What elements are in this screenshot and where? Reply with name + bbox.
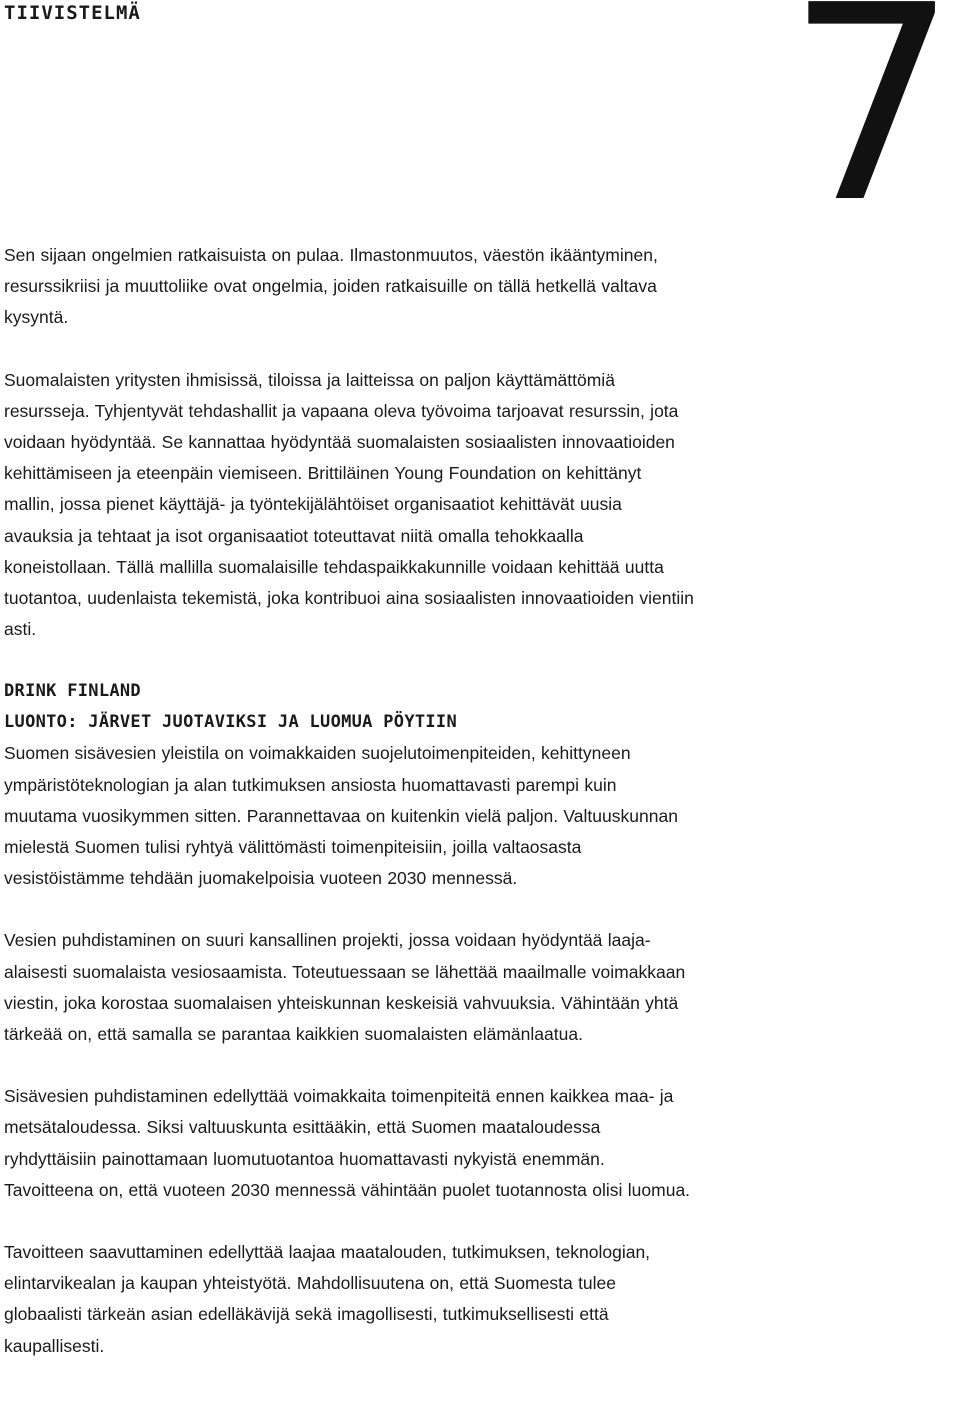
section-title: DRINK FINLAND (4, 681, 141, 702)
section-subtitle: LUONTO: JÄRVET JUOTAVIKSI JA LUOMUA PÖYTIIN (4, 712, 457, 733)
section-paragraph: Vesien puhdistaminen on suuri kansallinen projekti, jossa voidaan hyödyntää laaja-alaisesti suomalaista vesiosaamista. Toteutuessaan se lähettää maailmalle voimakkaan viestin, joka korostaa suomalaisen yhteiskunnan keskeisiä vahvuuksia. Vähintään yhtä tärkeää on, että samalla se parantaa kaikkien suomalaisten elämänlaatua. (4, 930, 686, 1045)
page-number: 7 (786, 0, 952, 262)
intro-paragraph: Suomalaisten yritysten ihmisissä, tiloissa ja laitteissa on paljon käyttämättömiä resursseja. Tyhjentyvät tehdashallit ja vapaana oleva työvoima tarjoavat resurssin, jota voidaan hyödyntää. Se kannattaa hyödyntää suomalaisten sosiaalisten innovaatioiden kehittämiseen ja eteenpäin viemiseen. Brittiläinen Young Foundation on kehittänyt mallin, jossa pienet käyttäjä- ja työntekijälähtöiset organisaatiot kehittävät uusia avauksia ja tehtaat ja isot organisaatiot toteuttavat niitä omalla tehokkaalla koneistollaan. Tällä mallilla suomalaisille tehdaspaikkakunnille voidaan kehittää uutta tuotantoa, uudenlaista tekemistä, joka kontribuoi aina sosiaalisten innovaatioiden vientiin asti. (4, 369, 694, 640)
section-paragraph: Tavoitteen saavuttaminen edellyttää laajaa maatalouden, tutkimuksen, teknologian, elintarvikealan ja kaupan yhteistyötä. Mahdollisuutena on, että Suomesta tulee globaalisti tärkeän asian edelläkävijä sekä imagollisesti, tutkimuksellisesti että kaupallisesti. (4, 1242, 651, 1356)
section-paragraph: Sisävesien puhdistaminen edellyttää voimakkaita toimenpiteitä ennen kaikkea maa- ja metsätaloudessa. Siksi valtuuskunta esittääkin, että Suomen maataloudessa ryhdyttäisiin painottamaan luomutuotantoa huomattavasti nykyistä enemmän. Tavoitteena on, että vuoteen 2030 mennessä vähintään puolet tuotannosta olisi luomua. (4, 1086, 691, 1200)
section-paragraph: Suomen sisävesien yleistila on voimakkaiden suojelutoimenpiteiden, kehittyneen ympäristöteknologian ja alan tutkimuksen ansiosta huomattavasti parempi kuin muutama vuosikymmen sitten. Parannettavaa on kuitenkin vielä paljon. Valtuuskunnan mielestä Suomen tulisi ryhtyä välittömästi toimenpiteisiin, joilla valtaosasta vesistöistämme tehdään juomakelpoisia vuoteen 2030 mennessä. (4, 743, 678, 889)
section-header-label: TIIVISTELMÄ (4, 2, 141, 24)
intro-paragraph: Sen sijaan ongelmien ratkaisuista on pulaa. Ilmastonmuutos, väestön ikääntyminen, resurssikriisi ja muuttoliike ovat ongelmia, joiden ratkaisuille on tällä hetkellä valtava kysyntä. (4, 245, 658, 328)
document-body (4, 240, 694, 1393)
